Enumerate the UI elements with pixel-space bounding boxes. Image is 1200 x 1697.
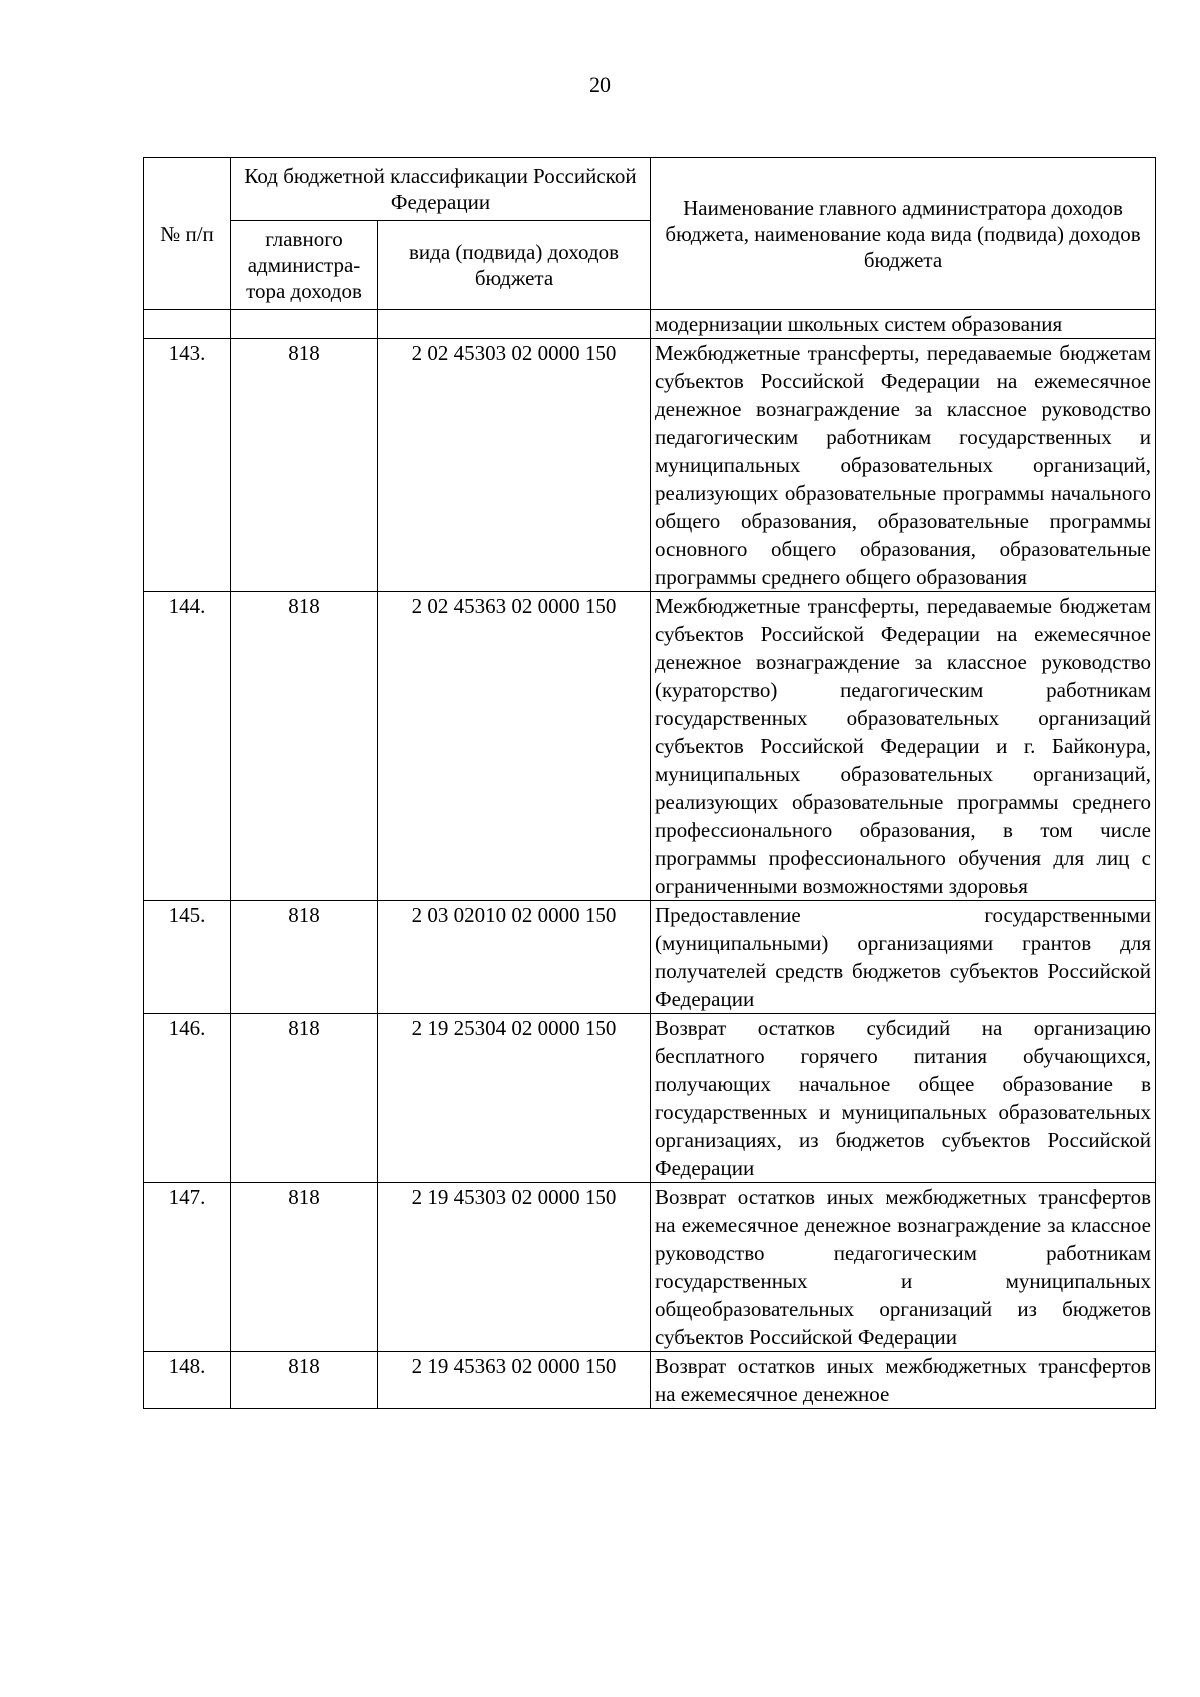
cell-name: Возврат остатков иных межбюджетных трансфертов на ежемесячное денежное вознаграждение за классное руководство педагогическим работникам государственных и муниципальных общеобразовательных организаций из бюджетов субъектов Российской Федерации [651,1183,1156,1352]
cell-code: 2 03 02010 02 0000 150 [378,901,651,1014]
cell-num: 145. [144,901,231,1014]
cell-admin: 818 [231,901,378,1014]
cell-admin: 818 [231,1014,378,1183]
cell-name: Возврат остатков субсидий на организацию бесплатного горячего питания обучающихся, получающих начальное общее образование в государственных и муниципальных образовательных организациях, из бюджетов субъектов Российской Федерации [651,1014,1156,1183]
table-row-continuation [144,310,1156,339]
cell-admin: 818 [231,592,378,901]
cell-num: 144. [144,592,231,901]
table-row [144,592,1156,901]
header-classification-group: Код бюджетной классификации Российской Федерации [231,158,651,221]
page-number: 20 [589,72,611,97]
cell-name: Межбюджетные трансферты, передаваемые бюджетам субъектов Российской Федерации на ежемесячное денежное вознаграждение за классное руководство педагогическим работникам государственных и муниципальных образовательных организаций, реализующих образовательные программы начального общего образования, образовательные программы основного общего образования, образовательные программы среднего общего образования [651,339,1156,592]
cell-name: модернизации школьных систем образования [651,310,1156,339]
cell-admin: 818 [231,1183,378,1352]
cell-num [144,310,231,339]
cell-code: 2 19 45303 02 0000 150 [378,1183,651,1352]
table-row [144,1183,1156,1352]
cell-name: Возврат остатков иных межбюджетных трансфертов на ежемесячное денежное [651,1352,1156,1409]
cell-code: 2 02 45363 02 0000 150 [378,592,651,901]
header-num: № п/п [144,158,231,310]
header-admin-code: главного администра-тора доходов [231,221,378,310]
header-revenue-code: вида (подвида) доходов бюджета [378,221,651,310]
table-row [144,339,1156,592]
revenue-administrators-table [143,157,1156,1409]
table-row [144,1352,1156,1409]
cell-admin [231,310,378,339]
cell-name: Предоставление государственными (муниципальными) организациями грантов для получателей средств бюджетов субъектов Российской Федерации [651,901,1156,1014]
header-name: Наименование главного администратора доходов бюджета, наименование кода вида (подвида) доходов бюджета [651,158,1156,310]
cell-code: 2 19 45363 02 0000 150 [378,1352,651,1409]
cell-admin: 818 [231,339,378,592]
cell-num: 143. [144,339,231,592]
cell-code: 2 02 45303 02 0000 150 [378,339,651,592]
cell-code: 2 19 25304 02 0000 150 [378,1014,651,1183]
cell-num: 146. [144,1014,231,1183]
table-row [144,901,1156,1014]
cell-code [378,310,651,339]
cell-admin: 818 [231,1352,378,1409]
cell-name: Межбюджетные трансферты, передаваемые бюджетам субъектов Российской Федерации на ежемесячное денежное вознаграждение за классное руководство (кураторство) педагогическим работникам государственных образовательных организаций субъектов Российской Федерации и г. Байконура, муниципальных образовательных организаций, реализующих образовательные программы среднего профессионального образования, в том числе программы профессионального обучения для лиц с ограниченными возможностями здоровья [651,592,1156,901]
cell-num: 147. [144,1183,231,1352]
cell-num: 148. [144,1352,231,1409]
table-row [144,1014,1156,1183]
